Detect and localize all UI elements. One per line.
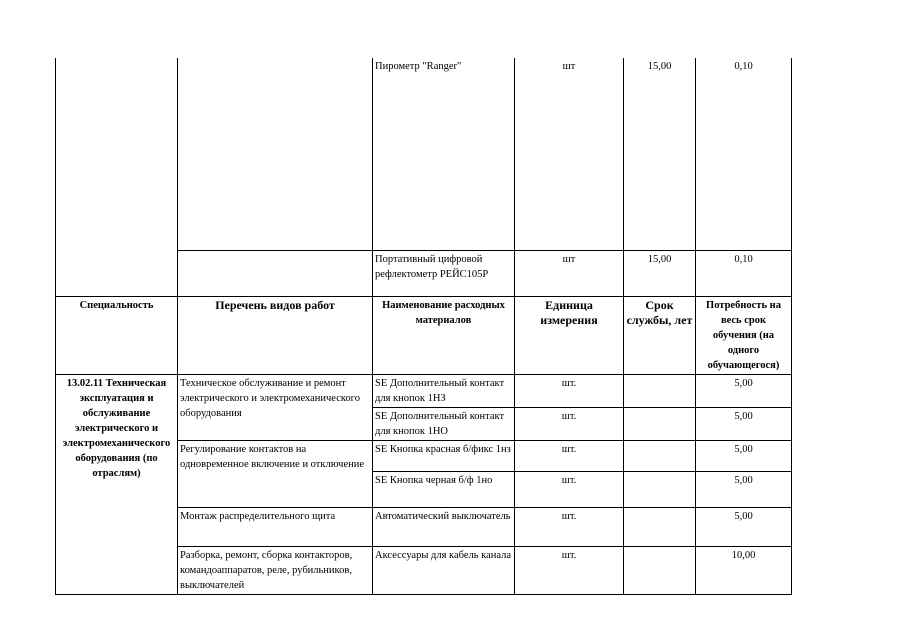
term-cell bbox=[624, 407, 696, 440]
material-cell: SE Дополнительный контакт для кнопок 1НО bbox=[373, 407, 515, 440]
header-term: Срок службы, лет bbox=[624, 296, 696, 374]
term-cell bbox=[624, 546, 696, 594]
need-cell: 5,00 bbox=[696, 471, 792, 507]
unit-cell: шт. bbox=[515, 374, 624, 407]
need-cell: 10,00 bbox=[696, 546, 792, 594]
need-cell: 5,00 bbox=[696, 407, 792, 440]
material-cell: Портативный цифровой рефлектометр РЕЙС105Р bbox=[373, 250, 515, 296]
need-cell: 5,00 bbox=[696, 507, 792, 546]
empty-specialty-cell bbox=[56, 58, 178, 296]
need-cell: 0,10 bbox=[696, 250, 792, 296]
work-cell: Монтаж распределительного щита bbox=[178, 507, 373, 546]
term-cell bbox=[624, 471, 696, 507]
material-cell: Аксессуары для кабель канала bbox=[373, 546, 515, 594]
term-cell bbox=[624, 440, 696, 471]
header-unit: Единица измерения bbox=[515, 296, 624, 374]
table-header-row bbox=[56, 296, 792, 374]
term-cell: 15,00 bbox=[624, 58, 696, 250]
unit-cell: шт. bbox=[515, 440, 624, 471]
unit-cell: шт. bbox=[515, 471, 624, 507]
material-cell: SE Кнопка черная б/ф 1но bbox=[373, 471, 515, 507]
consumables-table bbox=[55, 58, 792, 595]
term-cell bbox=[624, 374, 696, 407]
term-cell: 15,00 bbox=[624, 250, 696, 296]
empty-works-cell bbox=[178, 58, 373, 250]
material-cell: SE Кнопка красная б/фикс 1нз bbox=[373, 440, 515, 471]
table-row bbox=[56, 374, 792, 407]
material-cell: Автоматический выключатель bbox=[373, 507, 515, 546]
header-material: Наименование расходных материалов bbox=[373, 296, 515, 374]
header-specialty: Специальность bbox=[56, 296, 178, 374]
empty-works-cell bbox=[178, 250, 373, 296]
header-need: Потребность на весь срок обучения (на одного обучающегося) bbox=[696, 296, 792, 374]
header-works: Перечень видов работ bbox=[178, 296, 373, 374]
unit-cell: шт. bbox=[515, 507, 624, 546]
work-cell: Регулирование контактов на одновременное включение и отключение bbox=[178, 440, 373, 507]
specialty-cell: 13.02.11 Техническая эксплуатация и обслуживание электрического и электромеханического оборудования (по отраслям) bbox=[56, 374, 178, 594]
term-cell bbox=[624, 507, 696, 546]
material-cell: SE Дополнительный контакт для кнопок 1НЗ bbox=[373, 374, 515, 407]
unit-cell: шт. bbox=[515, 546, 624, 594]
unit-cell: шт bbox=[515, 250, 624, 296]
unit-cell: шт. bbox=[515, 407, 624, 440]
work-cell: Техническое обслуживание и ремонт электрического и электромеханического оборудования bbox=[178, 374, 373, 440]
need-cell: 5,00 bbox=[696, 440, 792, 471]
need-cell: 0,10 bbox=[696, 58, 792, 250]
material-cell: Пирометр "Ranger" bbox=[373, 58, 515, 250]
unit-cell: шт bbox=[515, 58, 624, 250]
need-cell: 5,00 bbox=[696, 374, 792, 407]
table-row bbox=[56, 58, 792, 250]
work-cell: Разборка, ремонт, сборка контакторов, командоаппаратов, реле, рубильников, выключателей bbox=[178, 546, 373, 594]
